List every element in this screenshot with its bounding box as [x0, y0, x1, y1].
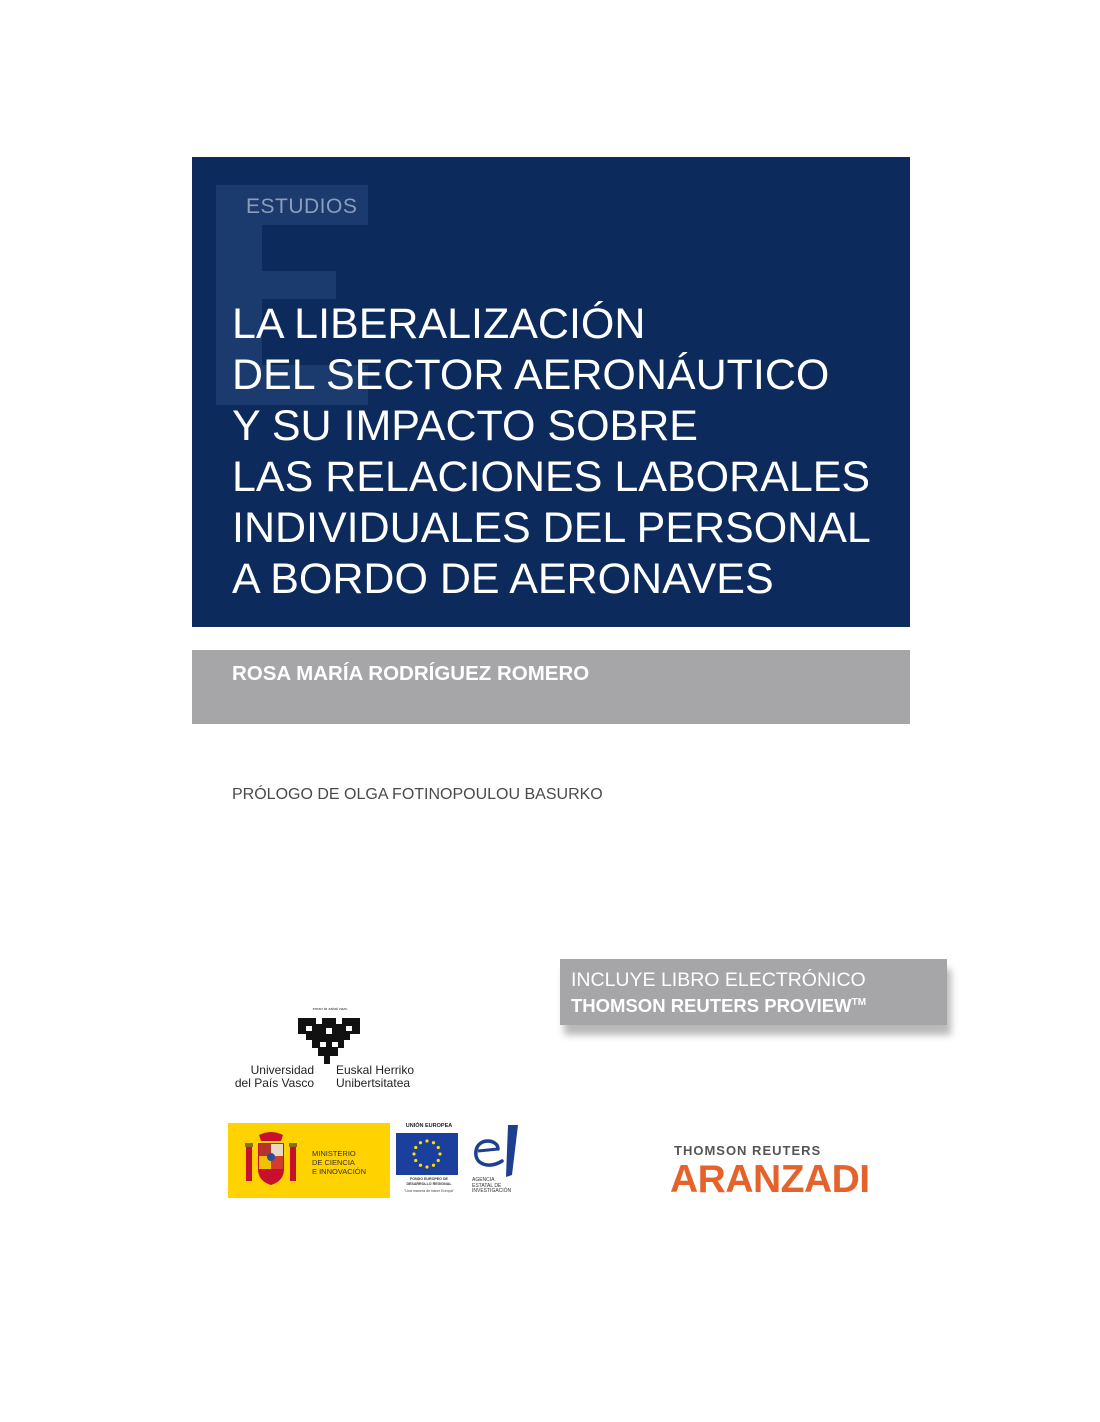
ministry-name: MINISTERIO DE CIENCIA E INNOVACIÓN [312, 1149, 367, 1176]
eu-star-icon [419, 1141, 422, 1144]
aei-logo [468, 1123, 522, 1201]
prologue-credit: PRÓLOGO DE OLGA FOTINOPOULOU BASURKO [232, 786, 603, 803]
eu-star-icon [414, 1159, 417, 1162]
aei-name: AGENCIA ESTATAL DE INVESTIGACIÓN [472, 1177, 512, 1195]
upv-tree-icon [298, 1014, 360, 1064]
trademark-mark: TM [851, 996, 867, 1008]
eu-star-icon [425, 1139, 428, 1142]
title-line: DEL SECTOR AERONÁUTICO [232, 351, 830, 399]
title-line: INDIVIDUALES DEL PERSONAL [232, 504, 871, 552]
publisher-name: ARANZADI [670, 1158, 870, 1201]
aei-e-icon [468, 1123, 520, 1179]
ebook-badge [560, 959, 947, 1025]
eu-star-icon [414, 1146, 417, 1149]
title-line: LAS RELACIONES LABORALES [232, 453, 871, 501]
eu-star-icon [412, 1152, 415, 1155]
author-name: ROSA MARÍA RODRÍGUEZ ROMERO [232, 662, 590, 685]
eu-star-icon [425, 1165, 428, 1168]
eu-fund-name: FONDO EUROPEO DE DESARROLLO REGIONAL [406, 1177, 452, 1186]
eu-feder-logo [396, 1123, 462, 1199]
publisher-parent-name: THOMSON REUTERS [674, 1143, 822, 1158]
author-bar [192, 650, 910, 724]
eu-label: UNIÓN EUROPEA [405, 1123, 453, 1129]
eu-motto: "Una manera de hacer Europa" [404, 1189, 454, 1193]
upv-name-spanish: Universidad del País Vasco [234, 1063, 314, 1090]
eu-star-icon [432, 1141, 435, 1144]
upv-logo [228, 1006, 428, 1096]
ebook-badge-product: THOMSON REUTERS PROVIEW [571, 995, 852, 1016]
spain-coat-of-arms-icon [244, 1131, 298, 1191]
eu-star-icon [419, 1164, 422, 1167]
title-panel [192, 157, 910, 627]
ebook-badge-line2 [571, 995, 866, 1017]
upv-name-basque: Euskal Herriko Unibertsitatea [336, 1063, 415, 1090]
title-line: Y SU IMPACTO SOBRE [232, 402, 698, 450]
eu-star-icon [437, 1159, 440, 1162]
eu-star-icon [437, 1146, 440, 1149]
ministry-logo [228, 1123, 390, 1198]
book-title [232, 299, 871, 605]
ebook-badge-line1: INCLUYE LIBRO ELECTRÓNICO [571, 969, 866, 991]
title-line: A BORDO DE AERONAVES [232, 555, 774, 603]
eu-star-icon [432, 1164, 435, 1167]
title-line: LA LIBERALIZACIÓN [232, 300, 646, 348]
eu-star-icon [438, 1152, 441, 1155]
series-label: ESTUDIOS [246, 195, 358, 218]
eu-flag-icon [396, 1133, 458, 1175]
upv-tagline: eman ta zabal zazu [312, 1006, 348, 1011]
publisher-logo [670, 1142, 890, 1212]
